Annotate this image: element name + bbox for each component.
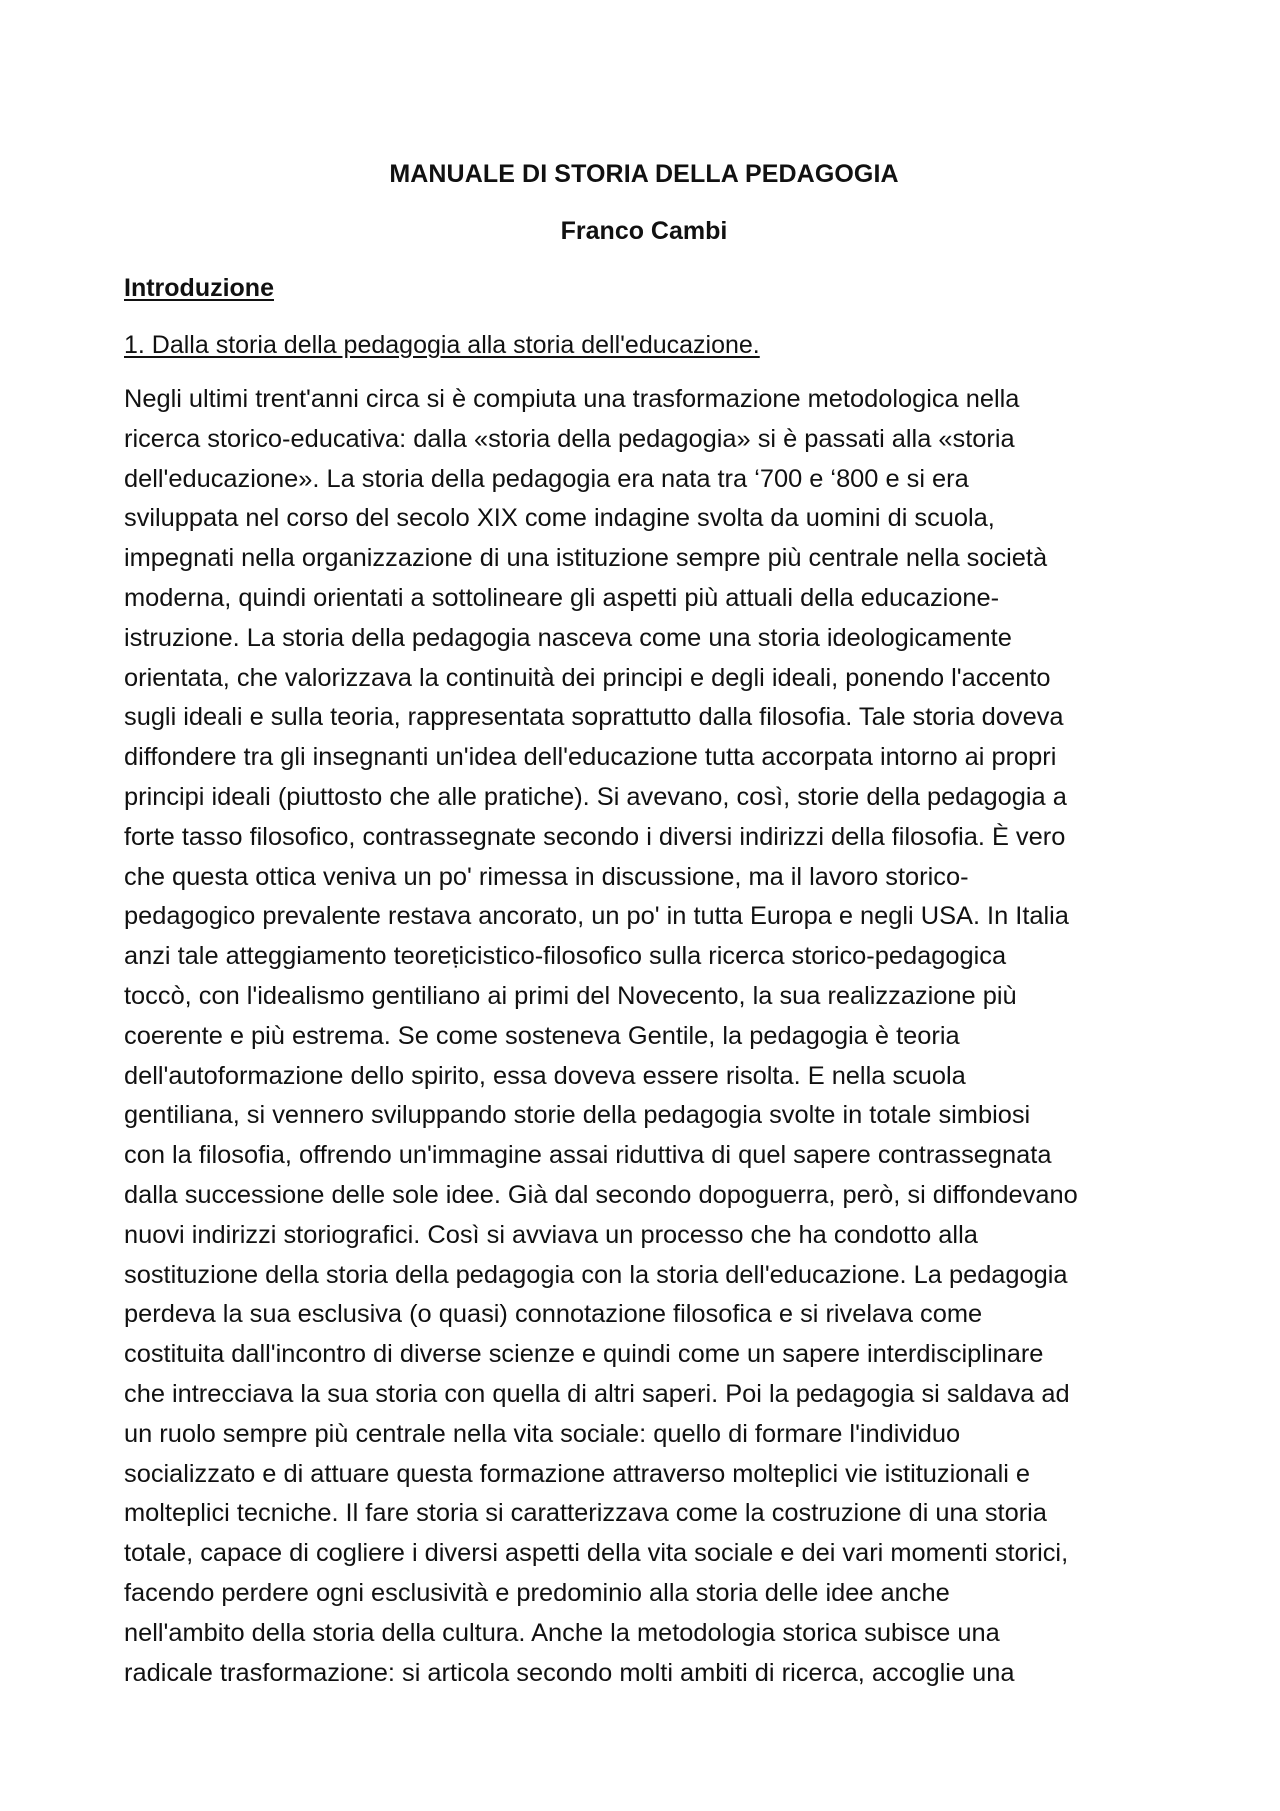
body-paragraph [124, 380, 1164, 1693]
paragraph-line: socializzato e di attuare questa formazione attraverso molteplici vie istituzionali e [124, 1459, 1031, 1488]
paragraph-line: principi ideali (piuttosto che alle pratiche). Si avevano, così, storie della pedagogia a [124, 782, 1067, 811]
document-title: MANUALE DI STORIA DELLA PEDAGOGIA [389, 160, 899, 188]
paragraph-line: nuovi indirizzi storiografici. Così si avviava un processo che ha condotto alla [124, 1220, 978, 1249]
paragraph-line: facendo perdere ogni esclusività e predominio alla storia delle idee anche [124, 1578, 950, 1607]
document-content [124, 150, 1164, 1693]
section-heading-introduzione: Introduzione [124, 274, 274, 302]
paragraph-line: sviluppata nel corso del secolo XIX come indagine svolta da uomini di scuola, [124, 504, 995, 533]
paragraph-line: ricerca storico-educativa: dalla «storia della pedagogia» si è passati alla «storia [124, 424, 1015, 453]
paragraph-line: forte tasso filosofico, contrassegnate secondo i diversi indirizzi della filosofia. È vero [124, 822, 1066, 851]
paragraph-line: con la filosofia, offrendo un'immagine assai riduttiva di quel sapere contrassegnata [124, 1141, 1052, 1170]
paragraph-line: costituita dall'incontro di diverse scienze e quindi come un sapere interdisciplinare [124, 1340, 1044, 1369]
paragraph-line: diffondere tra gli insegnanti un'idea dell'educazione tutta accorpata intorno ai propri [124, 743, 1057, 772]
paragraph-line: nell'ambito della storia della cultura. Anche la metodologia storica subisce una [124, 1618, 1000, 1647]
paragraph-line: sugli ideali e sulla teoria, rappresentata soprattutto dalla filosofia. Tale storia doveva [124, 703, 1064, 732]
paragraph-line: istruzione. La storia della pedagogia nasceva come una storia ideologicamente [124, 623, 1012, 652]
paragraph-line: toccò, con l'idealismo gentiliano ai primi del Novecento, la sua realizzazione più [124, 981, 1017, 1010]
paragraph-line: che questa ottica veniva un po' rimessa in discussione, ma il lavoro storico- [124, 862, 969, 891]
paragraph-line: moderna, quindi orientati a sottolineare gli aspetti più attuali della educazione- [124, 583, 1000, 612]
paragraph-line: sostituzione della storia della pedagogia con la storia dell'educazione. La pedagogia [124, 1260, 1068, 1289]
paragraph-line: Negli ultimi trent'anni circa si è compiuta una trasformazione metodologica nella [124, 385, 1020, 413]
paragraph-line: totale, capace di cogliere i diversi aspetti della vita sociale e dei vari momenti storici, [124, 1539, 1069, 1568]
subsection-heading-1: 1. Dalla storia della pedagogia alla storia dell'educazione. [124, 331, 760, 359]
paragraph-line: perdeva la sua esclusiva (o quasi) connotazione filosofica e si rivelava come [124, 1300, 983, 1329]
paragraph-line: gentiliana, si vennero sviluppando storie della pedagogia svolte in totale simbiosi [124, 1101, 1031, 1130]
paragraph-line: che intrecciava la sua storia con quella di altri saperi. Poi la pedagogia si saldava ad [124, 1379, 1070, 1408]
paragraph-line: orientata, che valorizzava la continuità dei principi e degli ideali, ponendo l'accento [124, 663, 1051, 692]
paragraph-line: un ruolo sempre più centrale nella vita sociale: quello di formare l'individuo [124, 1419, 961, 1448]
paragraph-line: dell'educazione». La storia della pedagogia era nata tra ‘700 e ‘800 e si era [124, 464, 969, 493]
document-author: Franco Cambi [560, 217, 728, 245]
paragraph-line: impegnati nella organizzazione di una istituzione sempre più centrale nella società [124, 544, 1048, 573]
paragraph-line: dell'autoformazione dello spirito, essa doveva essere risolta. E nella scuola [124, 1061, 966, 1090]
paragraph-line: radicale trasformazione: si articola secondo molti ambiti di ricerca, accoglie una [124, 1658, 1015, 1687]
paragraph-line: dalla successione delle sole idee. Già dal secondo dopoguerra, però, si diffondevano [124, 1180, 1078, 1209]
paragraph-line: molteplici tecniche. Il fare storia si caratterizzava come la costruzione di una storia [124, 1499, 1047, 1528]
paragraph-line: coerente e più estrema. Se come sosteneva Gentile, la pedagogia è teoria [124, 1021, 960, 1050]
paragraph-line: pedagogico prevalente restava ancorato, un po' in tutta Europa e negli USA. In Italia [124, 902, 1069, 931]
paragraph-line: anzi tale atteggiamento teoreṭicistico-filosofico sulla ricerca storico-pedagogica [124, 942, 1007, 971]
